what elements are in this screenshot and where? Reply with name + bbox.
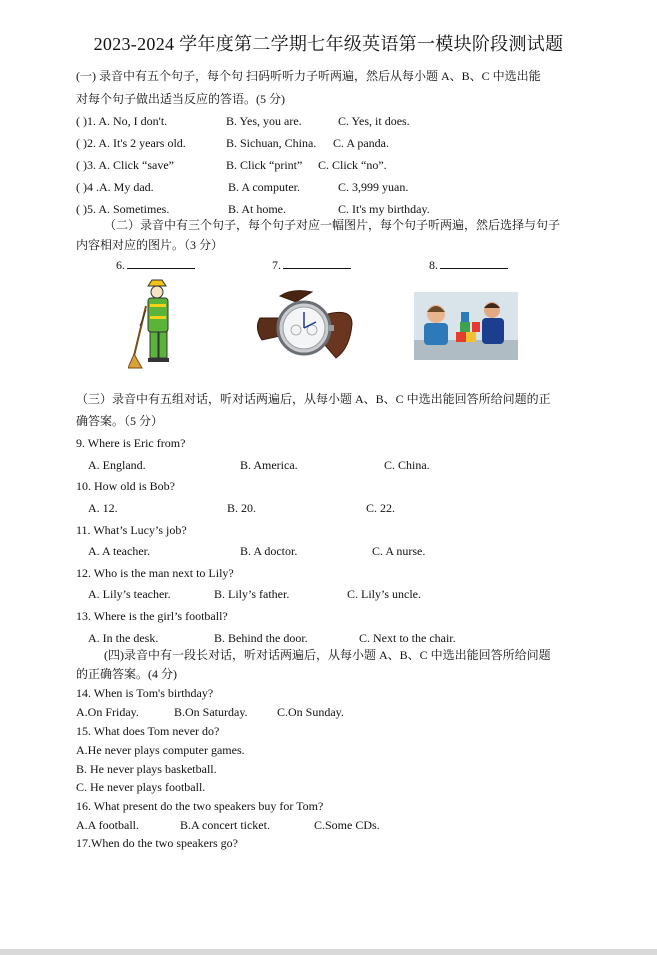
- q1-option-c: C. Yes, it does.: [338, 114, 410, 128]
- q11-option-a: A. A teacher.: [88, 544, 150, 558]
- q14-option-c: C.On Sunday.: [277, 705, 344, 719]
- q10-option-a: A. 12.: [88, 501, 118, 515]
- q1-option-a: ( )1. A. No, I don't.: [76, 114, 168, 128]
- q15-option-b: B. He never plays basketball.: [76, 762, 217, 776]
- section2-heading-cont: 内容相对应的图片。（3 分）: [76, 238, 224, 252]
- q11-option-c: C. A nurse.: [372, 544, 426, 558]
- q9-option-a: A. England.: [88, 458, 146, 472]
- section4-heading: (四)录音中有一段长对话，听对话两遍后，从每小题 A、B、C 中选出能回答所给问题: [104, 648, 551, 662]
- q11-option-b: B. A doctor.: [240, 544, 298, 558]
- answer-blank-6: [116, 256, 195, 273]
- section1-heading-cont: 对每个句子做出适当反应的答语。(5 分): [76, 92, 285, 106]
- page-title: 2023-2024 学年度第二学期七年级英语第一模块阶段测试题: [93, 34, 564, 54]
- q15-option-a: A.He never plays computer games.: [76, 743, 245, 757]
- q13-option-c: C. Next to the chair.: [359, 631, 456, 645]
- q15-question: 15. What does Tom never do?: [76, 724, 220, 738]
- section1-heading: (一) 录音中有五个句子，每个句 扫码听听力子听两遍，然后从每小题 A、B、C 中选出能: [76, 69, 541, 83]
- wristwatch-image: [252, 288, 356, 364]
- q4-option-c: C. 3,999 yuan.: [338, 180, 409, 194]
- q5-option-b: B. At home.: [228, 202, 287, 216]
- blank-label: 6.: [116, 258, 125, 272]
- section4-heading-cont: 的正确答案。(4 分): [76, 667, 177, 681]
- q3-option-a: ( )3. A. Click “save”: [76, 158, 174, 172]
- answer-blank-7: [272, 256, 351, 273]
- q13-question: 13. Where is the girl’s football?: [76, 609, 228, 623]
- q15-option-c: C. He never plays football.: [76, 780, 206, 794]
- q5-option-c: C. It's my birthday.: [338, 202, 430, 216]
- sweeping-worker-image: [128, 278, 188, 370]
- q1-option-b: B. Yes, you are.: [226, 114, 302, 128]
- q12-option-b: B. Lily’s father.: [214, 587, 290, 601]
- q3-option-c: C. Click “no”.: [318, 158, 387, 172]
- section3-heading-cont: 确答案。（5 分）: [76, 414, 164, 428]
- q17-question: 17.When do the two speakers go?: [76, 836, 238, 850]
- q9-option-b: B. America.: [240, 458, 298, 472]
- q12-option-a: A. Lily’s teacher.: [88, 587, 171, 601]
- q12-option-c: C. Lily’s uncle.: [347, 587, 421, 601]
- q10-question: 10. How old is Bob?: [76, 479, 175, 493]
- q14-option-b: B.On Saturday.: [174, 705, 248, 719]
- blank-label: 8.: [429, 258, 438, 272]
- q14-question: 14. When is Tom's birthday?: [76, 686, 214, 700]
- q9-question: 9. Where is Eric from?: [76, 436, 186, 450]
- q16-option-b: B.A concert ticket.: [180, 818, 270, 832]
- q5-option-a: ( )5. A. Sometimes.: [76, 202, 170, 216]
- q3-option-b: B. Click “print”: [226, 158, 303, 172]
- q2-option-a: ( )2. A. It's 2 years old.: [76, 136, 186, 150]
- q4-option-a: ( )4 .A. My dad.: [76, 180, 154, 194]
- page-bottom-bar: [0, 949, 657, 955]
- blank-label: 7.: [272, 258, 281, 272]
- q12-question: 12. Who is the man next to Lily?: [76, 566, 234, 580]
- section2-heading: （二）录音中有三个句子，每个句子对应一幅图片，每个句子听两遍，然后选择与句子: [104, 218, 561, 232]
- q13-option-b: B. Behind the door.: [214, 631, 308, 645]
- q4-option-b: B. A computer.: [228, 180, 300, 194]
- children-playing-image: [414, 292, 518, 360]
- section3-heading: （三）录音中有五组对话，听对话两遍后，从每小题 A、B、C 中选出能回答所给问题的正: [76, 392, 551, 406]
- q2-option-c: C. A panda.: [333, 136, 389, 150]
- q16-option-c: C.Some CDs.: [314, 818, 380, 832]
- q10-option-c: C. 22.: [366, 501, 396, 515]
- answer-blank-8: [429, 256, 508, 273]
- q16-option-a: A.A football.: [76, 818, 139, 832]
- q10-option-b: B. 20.: [227, 501, 257, 515]
- q13-option-a: A. In the desk.: [88, 631, 159, 645]
- q9-option-c: C. China.: [384, 458, 430, 472]
- q14-option-a: A.On Friday.: [76, 705, 139, 719]
- q2-option-b: B. Sichuan, China.: [226, 136, 317, 150]
- q16-question: 16. What present do the two speakers buy for Tom?: [76, 799, 324, 813]
- q11-question: 11. What’s Lucy’s job?: [76, 523, 187, 537]
